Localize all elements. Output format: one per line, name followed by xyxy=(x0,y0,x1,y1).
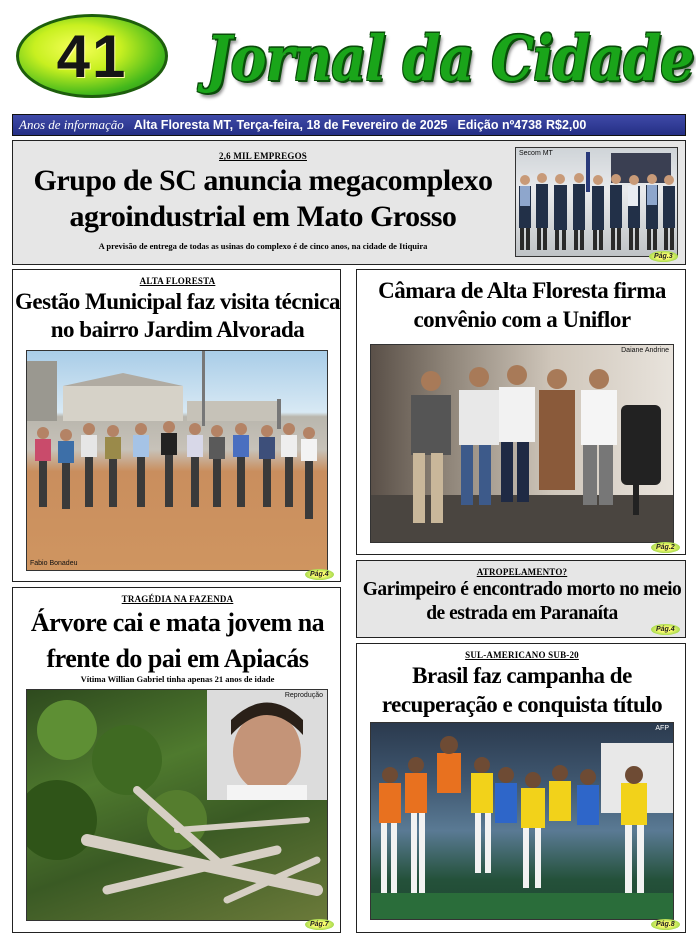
camara-headline[interactable]: Câmara de Alta Floresta firma convênio com a Uniflor xyxy=(378,278,666,332)
story-garimpeiro[interactable] xyxy=(356,560,686,638)
arvore-photo xyxy=(26,689,328,921)
arvore-kicker: TRAGÉDIA NA FAZENDA xyxy=(121,594,234,604)
lead-kicker: 2,6 MIL EMPREGOS xyxy=(219,151,307,161)
gestao-page-ref[interactable]: Pág.4 xyxy=(305,569,334,580)
camara-page-ref[interactable]: Pág.2 xyxy=(651,542,680,553)
brasil-photo-credit: AFP xyxy=(655,725,669,732)
officials-group-illustration xyxy=(516,148,678,257)
place-date: Alta Floresta MT, Terça-feira, 18 de Fevereiro de 2025 xyxy=(133,118,448,132)
garimpeiro-page-ref[interactable]: Pág.4 xyxy=(651,624,680,635)
lead-photo-credit: Secom MT xyxy=(519,150,553,157)
edition-badge xyxy=(16,14,168,98)
story-arvore[interactable] xyxy=(12,587,341,933)
meeting-group-illustration xyxy=(371,345,674,543)
info-bar xyxy=(12,114,686,136)
story-brasil[interactable] xyxy=(356,643,686,933)
gestao-photo xyxy=(26,350,328,571)
arvore-page-ref[interactable]: Pág.7 xyxy=(305,919,334,930)
gestao-kicker: ALTA FLORESTA xyxy=(139,276,216,286)
newspaper-title: Jornal da Cidade xyxy=(206,21,694,95)
lead-photo xyxy=(515,147,678,257)
price: R$2,00 xyxy=(545,118,587,132)
edition-number-label: Edição nº4738 xyxy=(457,118,542,132)
neighborhood-visit-illustration xyxy=(27,351,328,571)
brasil-page-ref[interactable]: Pág.8 xyxy=(651,919,680,930)
lead-subhead: A previsão de entrega de todas as usinas do complexo é de cinco anos, na cidade de Itiquira xyxy=(98,241,428,251)
brasil-kicker: SUL-AMERICANO SUB-20 xyxy=(465,650,579,660)
lead-page-ref[interactable]: Pág.3 xyxy=(649,251,678,262)
fallen-tree-illustration xyxy=(27,690,328,921)
brasil-headline[interactable]: Brasil faz campanha de recuperação e conquista título xyxy=(381,663,663,717)
story-camara[interactable] xyxy=(356,269,686,555)
camara-photo-credit: Daiane Andrine xyxy=(621,347,669,354)
lead-headline[interactable]: Grupo de SC anuncia megacomplexo agroindustrial em Mato Grosso xyxy=(33,164,493,233)
years-label: Anos de informação xyxy=(19,117,124,132)
arvore-subhead: Vítima Willian Gabriel tinha apenas 21 anos de idade xyxy=(80,674,275,684)
lead-story[interactable] xyxy=(12,140,686,265)
gestao-headline[interactable]: Gestão Municipal faz visita técnica no bairro Jardim Alvorada xyxy=(15,289,340,342)
story-gestao[interactable] xyxy=(12,269,341,582)
edition-number: 41 xyxy=(56,22,128,90)
brasil-photo xyxy=(370,722,674,920)
arvore-headline[interactable]: Árvore cai e mata jovem na frente do pai em Apiacás xyxy=(30,608,325,673)
camara-photo xyxy=(370,344,674,543)
garimpeiro-headline[interactable]: Garimpeiro é encontrado morto no meio de estrada em Paranaíta xyxy=(362,579,682,624)
gestao-photo-credit: Fabio Bonadeu xyxy=(30,560,78,567)
football-celebration-illustration xyxy=(371,723,674,920)
garimpeiro-kicker: ATROPELAMENTO? xyxy=(476,567,568,577)
arvore-photo-credit: Reprodução xyxy=(284,692,323,699)
